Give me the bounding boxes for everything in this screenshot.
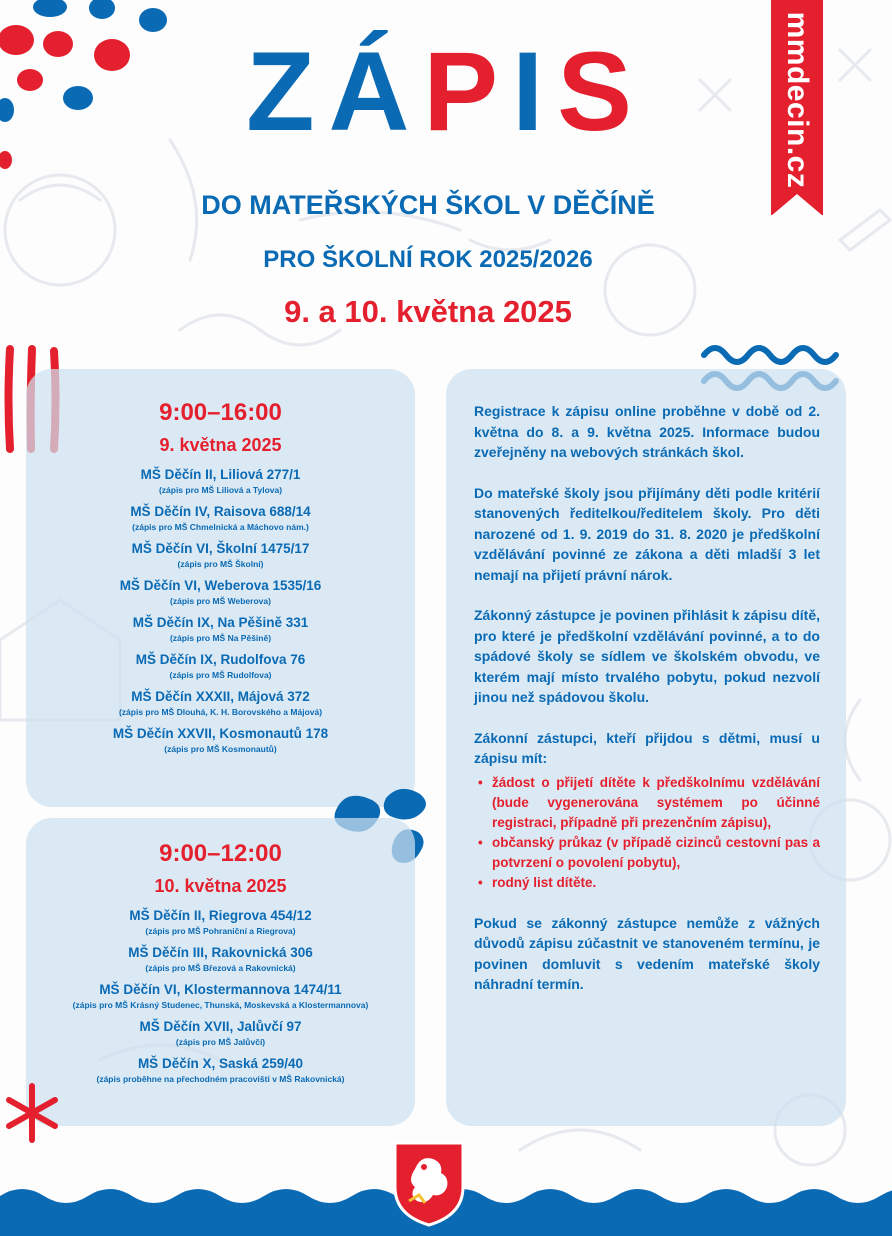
school-note: (zápis pro MŠ Březová a Rakovnická) [145, 963, 296, 973]
school-note: (zápis pro MŠ Na Pěšině) [169, 633, 272, 643]
subtitle: DO MATEŘSKÝCH ŠKOL V DĚČÍNĚ [201, 190, 655, 220]
school-note: (zápis pro MŠ Školní) [177, 559, 264, 569]
title-part-3: I [512, 29, 558, 154]
school-name: MŠ Děčín XXXII, Májová 372 [131, 689, 310, 704]
title-part-4: S [557, 29, 646, 154]
requirements-list [474, 773, 820, 893]
day2-school-list [32, 907, 409, 1086]
enrollment-dates: 9. a 10. května 2025 [284, 294, 572, 329]
school-note: (zápis pro MŠ Rudolfova) [169, 670, 272, 680]
school-note: (zápis pro MŠ Jalůvčí) [175, 1037, 266, 1047]
asterisk-icon [4, 1082, 60, 1144]
school-name: MŠ Děčín XVII, Jalůvčí 97 [139, 1019, 302, 1034]
requirement-item: • žádost o přijetí dítěte k předškolnímu vzdělávání (bude vygenerována systémem po účinné registraci, případně při prezenčním zápisu), [492, 773, 820, 833]
city-crest-icon [391, 1139, 467, 1228]
school-note: (zápis pro MŠ Liliová a Tylova) [158, 485, 283, 495]
school-note: (zápis proběhne na přechodném pracovišti v MŠ Rakovnická) [96, 1074, 345, 1084]
school-name: MŠ Děčín X, Saská 259/40 [137, 1056, 304, 1071]
info-obligation: Zákonný zástupce je povinen přihlásit k zápisu dítě, pro které je předškolní vzdělávání povinné, a to do spádové školy se sídlem ve školském obvodu, ve kterém mají místo trvalého pobytu, pokud nezvolí jinou než spádovou školu. [474, 607, 820, 705]
requirement-item: • rodný list dítěte. [492, 873, 820, 893]
school-note: (zápis pro MŠ Chmelnická a Máchovo nám.) [132, 522, 309, 532]
day1-date: 9. května 2025 [159, 435, 282, 455]
info-panel [446, 369, 846, 1126]
info-registration: Registrace k zápisu online proběhne v době od 2. května do 8. a 9. května 2025. Informace budou zveřejněny na webových stránkách škol. [474, 403, 820, 460]
info-alternative-date: Pokud se zákonný zástupce nemůže z vážných důvodů zápisu zúčastnit ve stanoveném termínu, je povinen domluvit s vedením mateřské školy náhradní termín. [474, 914, 820, 992]
school-name: MŠ Děčín III, Rakovnická 306 [128, 945, 313, 960]
school-note: (zápis pro MŠ Pohraniční a Riegrova) [145, 926, 296, 936]
day2-date: 10. května 2025 [154, 876, 287, 896]
day1-time: 9:00–16:00 [159, 399, 282, 426]
school-name: MŠ Děčín VI, Klostermannova 1474/11 [99, 982, 342, 997]
school-note: (zápis pro MŠ Kosmonautů) [164, 744, 277, 754]
school-name: MŠ Děčín II, Liliová 277/1 [140, 467, 301, 482]
page-title [0, 29, 892, 154]
title-part-2: P [423, 29, 513, 154]
school-name: MŠ Děčín II, Riegrova 454/12 [129, 908, 312, 923]
school-name: MŠ Děčín IX, Rudolfova 76 [135, 652, 306, 667]
school-note: (zápis pro MŠ Weberova) [170, 596, 271, 606]
school-name: MŠ Děčín VI, Weberova 1535/16 [119, 578, 322, 593]
day2-time: 9:00–12:00 [159, 840, 282, 867]
day1-school-list [36, 466, 405, 756]
school-name: MŠ Děčín IV, Raisova 688/14 [130, 504, 311, 519]
info-requirements-intro: Zákonní zástupci, kteří přijdou s dětmi, musí u zápisu mít: [474, 729, 820, 766]
title-part-1: ZÁ [246, 29, 424, 154]
school-year: PRO ŠKOLNÍ ROK 2025/2026 [263, 246, 593, 273]
school-name: MŠ Děčín IX, Na Pěšině 331 [132, 615, 309, 630]
school-note: (zápis pro MŠ Dlouhá, K. H. Borovského a Májová) [118, 707, 323, 717]
school-name: MŠ Děčín VI, Školní 1475/17 [131, 541, 310, 556]
day1-panel [26, 369, 415, 807]
info-admission: Do mateřské školy jsou přijímány děti podle kritérií stanovených ředitelkou/ředitelem školy. Pro děti narozené od 1. 9. 2019 do 31. 8. 2020 je předškolní vzdělávání povinné ze zákona a děti mladší 3 let nemají na přijetí právní nárok. [474, 484, 820, 583]
requirement-item: • občanský průkaz (v případě cizinců cestovní pas a potvrzení o povolení pobytu), [492, 833, 820, 873]
school-note: (zápis pro MŠ Krásný Studenec, Thunská, Moskevská a Klostermannova) [72, 1000, 369, 1010]
website-url[interactable]: mmdecin.cz [781, 11, 814, 189]
school-name: MŠ Děčín XXVII, Kosmonautů 178 [112, 726, 329, 741]
day2-panel [26, 818, 415, 1126]
